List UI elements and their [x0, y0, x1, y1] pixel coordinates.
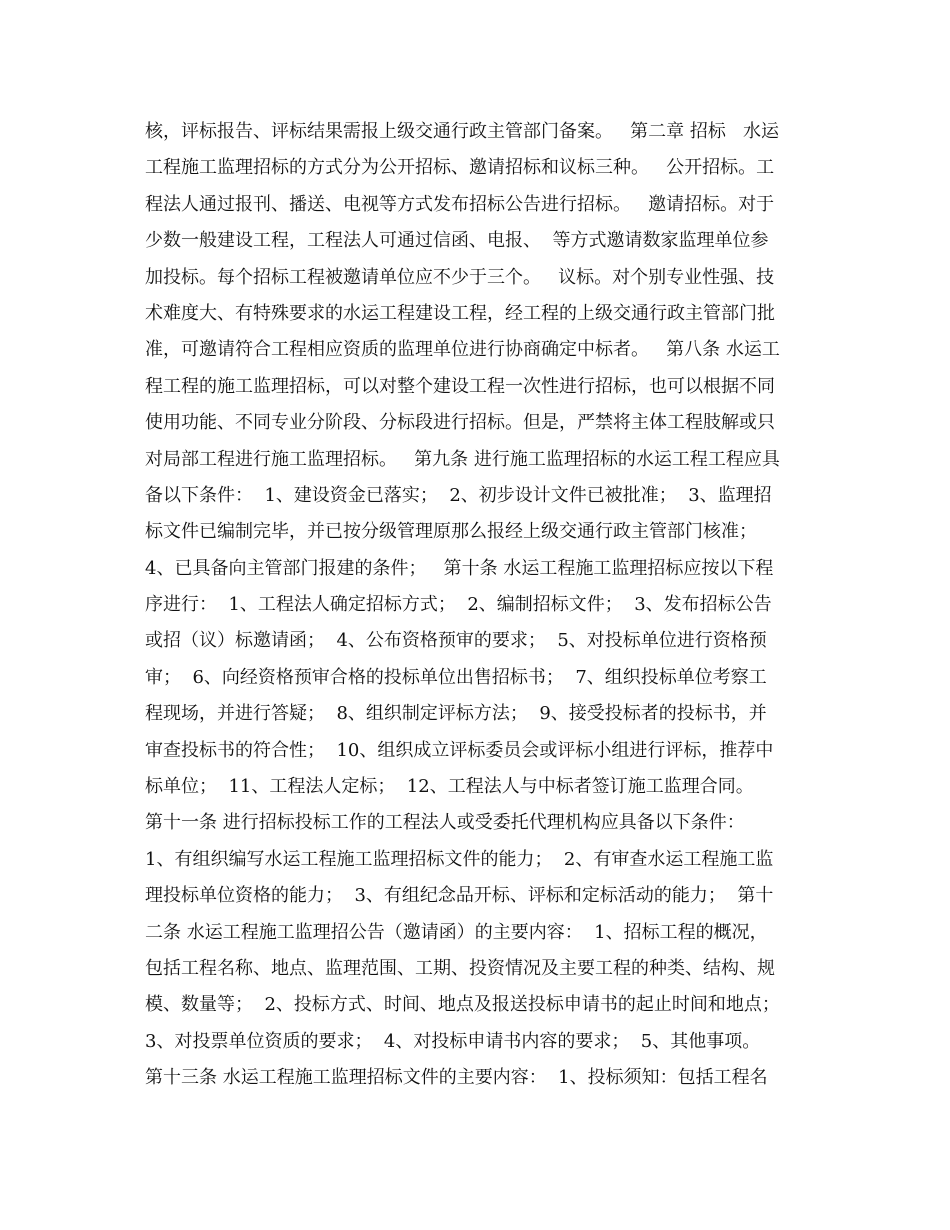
- text-line: 审； 6、向经资格预审合格的投标单位出售招标书； 7、组织投标单位考察工: [145, 666, 767, 688]
- text-line: 标文件已编制完毕，并已按分级管理原那么报经上级交通行政主管部门核准；: [145, 521, 757, 543]
- text-line: 工程施工监理招标的方式分为公开招标、邀请招标和议标三种。 公开招标。工: [145, 157, 775, 179]
- text-line: 加投标。每个招标工程被邀请单位应不少于三个。 议标。对个别专业性强、技: [145, 266, 775, 288]
- text-line: 核，评标报告、评标结果需报上级交通行政主管部门备案。 第二章 招标 水运: [145, 121, 780, 142]
- text-line: 审查投标书的符合性； 10、组织成立评标委员会或评标小组进行评标，推荐中: [145, 739, 774, 761]
- text-line: 1、有组织编写水运工程施工监理招标文件的能力； 2、有审查水运工程施工监: [145, 848, 774, 870]
- text-line: 模、数量等； 2、投标方式、时间、地点及报送投标申请书的起止时间和地点；: [145, 994, 780, 1016]
- text-line: 二条 水运工程施工监理招公告（邀请函）的主要内容： 1、招标工程的概况，: [145, 921, 768, 943]
- document-body: [145, 114, 810, 1097]
- text-line: 4、已具备向主管部门报建的条件； 第十条 水运工程施工监理招标应按以下程: [145, 557, 774, 579]
- text-line: 3、对投票单位资质的要求； 4、对投标申请书内容的要求； 5、其他事项。: [145, 1030, 761, 1052]
- text-line: 包括工程名称、地点、监理范围、工期、投资情况及主要工程的种类、结构、规: [145, 957, 775, 979]
- text-line: 第十三条 水运工程施工监理招标文件的主要内容： 1、投标须知：包括工程名: [145, 1067, 768, 1089]
- text-line: 术难度大、有特殊要求的水运工程建设工程，经工程的上级交通行政主管部门批: [145, 302, 775, 324]
- text-line: 备以下条件： 1、建设资金已落实； 2、初步设计文件已被批准； 3、监理招: [145, 484, 772, 506]
- text-line: 序进行： 1、工程法人确定招标方式； 2、编制招标文件； 3、发布招标公告: [145, 594, 772, 616]
- text-line: 少数一般建设工程，工程法人可通过信函、电报、 等方式邀请数家监理单位参: [145, 230, 769, 252]
- text-line: 准，可邀请符合工程相应资质的监理单位进行协商确定中标者。 第八条 水运工: [145, 339, 780, 361]
- text-line: 程工程的施工监理招标，可以对整个建设工程一次性进行招标，也可以根据不同: [145, 375, 775, 397]
- text-line: 第十一条 进行招标投标工作的工程法人或受委托代理机构应具备以下条件：: [145, 812, 745, 834]
- text-line: 或招（议）标邀请函； 4、公布资格预审的要求； 5、对投标单位进行资格预: [145, 630, 767, 652]
- text-line: 程法人通过报刊、播送、电视等方式发布招标公告进行招标。 邀请招标。对于: [145, 193, 775, 215]
- text-line: 程现场，并进行答疑； 8、组织制定评标方法； 9、接受投标者的投标书，并: [145, 703, 767, 725]
- text-line: 标单位； 11、工程法人定标； 12、工程法人与中标者签订施工监理合同。: [145, 776, 754, 798]
- text-line: 使用功能、不同专业分阶段、分标段进行招标。但是，严禁将主体工程肢解或只: [145, 412, 775, 434]
- text-line: 理投标单位资格的能力； 3、有组纪念品开标、评标和定标活动的能力； 第十: [145, 885, 774, 907]
- text-line: 对局部工程进行施工监理招标。 第九条 进行施工监理招标的水运工程工程应具: [145, 448, 780, 470]
